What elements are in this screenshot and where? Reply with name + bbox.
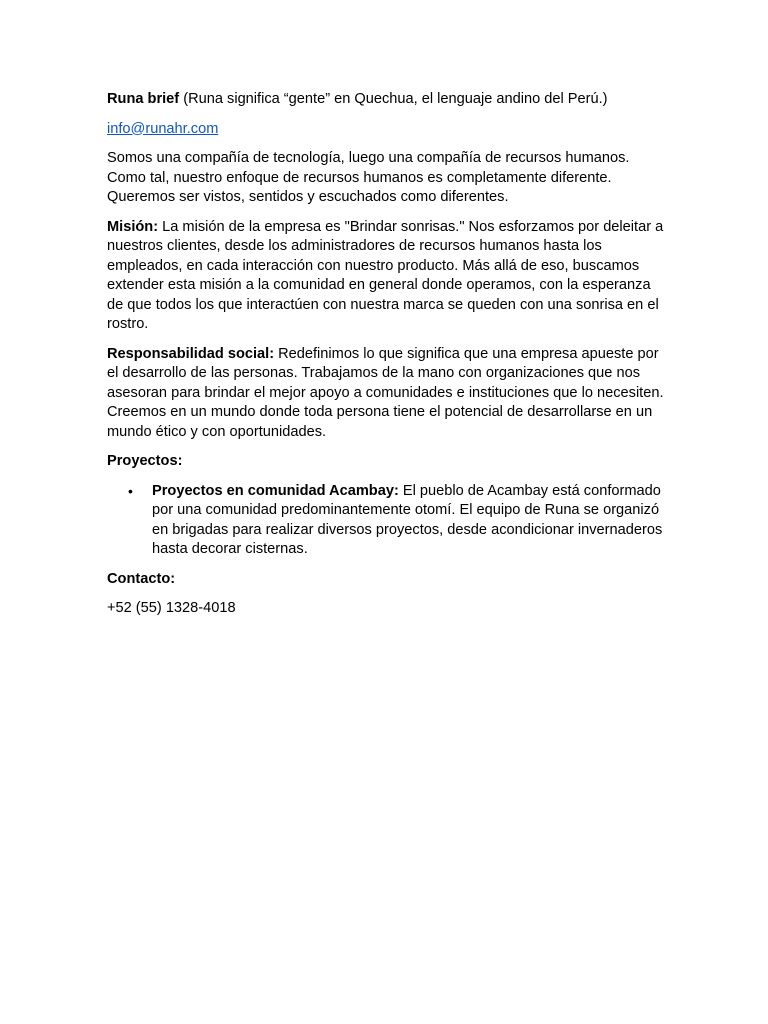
list-item (107, 482, 667, 560)
contact-heading: Contacto: (107, 570, 176, 587)
mission-label: Misión: (107, 218, 159, 235)
title-note: (Runa significa “gente” en Quechua, el lenguaje andino del Perú.) (179, 91, 608, 107)
social-text: Redefinimos lo que significa que una empresa apueste por el desarrollo de las personas. Trabajamos de la mano con organizaciones que nos asesoran para brindar el mejor apoyo a comunidades e instituciones que lo necesiten. Creemos en un mundo donde toda persona tiene el potencial de desarrollarse en un mundo ético y con oportunidades. (107, 345, 664, 440)
projects-heading: Proyectos: (107, 453, 183, 469)
project-text: El pueblo de Acambay está conformado por una comunidad predominantemente otomí. El equipo de Runa se organizó en brigadas para realizar diversos proyectos, desde acondicionar invernaderos hasta decorar cisternas. (152, 482, 663, 557)
contact-phone: +52 (55) 1328-4018 (107, 600, 236, 616)
project-title: Proyectos en comunidad Acambay: (152, 482, 399, 499)
bullet-icon: • (128, 482, 133, 499)
social-paragraph (107, 345, 667, 443)
document-title: Runa brief (107, 91, 180, 107)
email-paragraph (107, 120, 667, 140)
projects-list (107, 482, 667, 560)
mission-text: La misión de la empresa es "Brindar sonrisas." Nos esforzamos por deleitar a nuestros clientes, desde los administradores de recursos humanos hasta los empleados, en cada interacción con nuestro producto. Más allá de eso, buscamos extender esta misión a la comunidad en general donde operamos, con la esperanza de que todos los que interactúen con nuestra marca se queden con una sonrisa en el rostro. (107, 218, 664, 332)
heading-paragraph (107, 90, 667, 110)
intro-paragraph: Somos una compañía de tecnología, luego una compañía de recursos humanos. Como tal, nuestro enfoque de recursos humanos es completamente diferente. Queremos ser vistos, sentidos y escuchados como diferentes. (107, 150, 630, 205)
mission-paragraph (107, 218, 667, 335)
email-link[interactable]: info@runahr.com (107, 120, 219, 137)
social-label: Responsabilidad social: (107, 345, 275, 362)
document-page (107, 90, 667, 629)
